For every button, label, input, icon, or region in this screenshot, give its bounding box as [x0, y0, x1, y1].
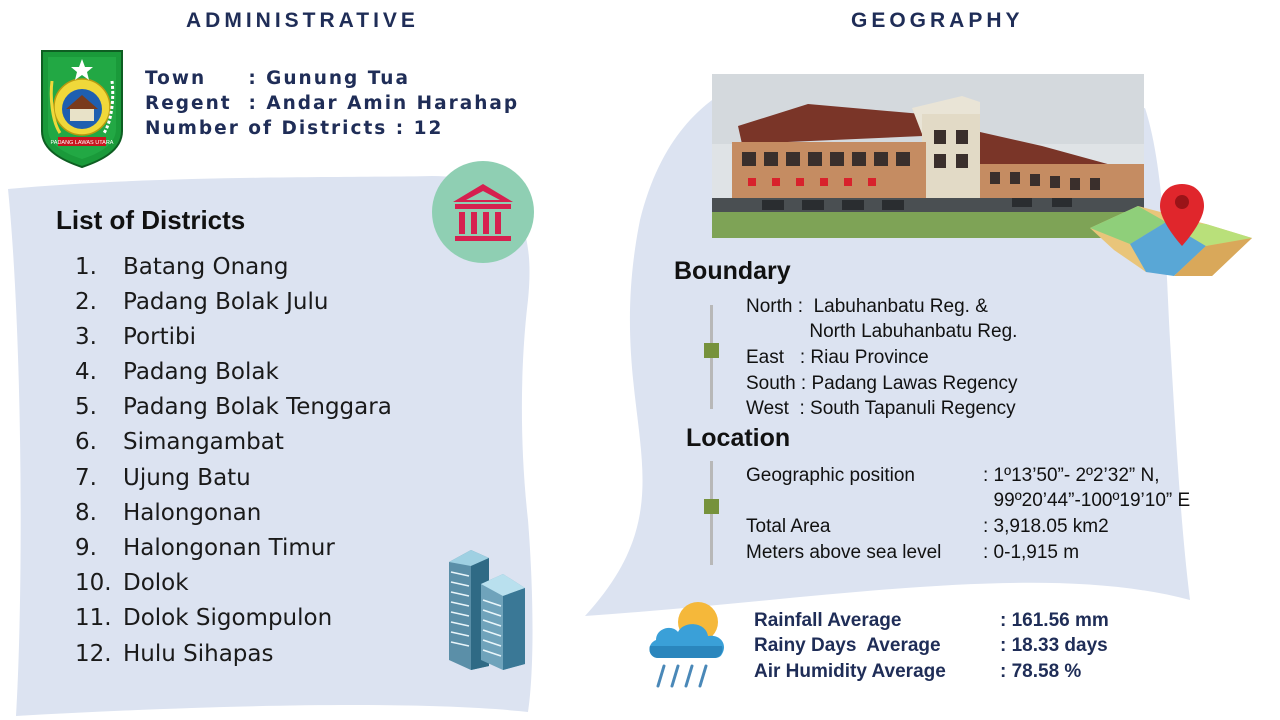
list-item: 4. Padang Bolak [75, 359, 279, 385]
location-label-position: Geographic position [746, 465, 915, 486]
list-item: 11. Dolok Sigompulon [75, 605, 333, 631]
list-item: 10. Dolok [75, 570, 189, 596]
geography-title: GEOGRAPHY [851, 9, 1024, 32]
rainfall-value: : 161.56 mm [1000, 610, 1109, 631]
list-item: 8. Halongonan [75, 500, 262, 526]
list-item: 6. Simangambat [75, 429, 284, 455]
list-item: 2. Padang Bolak Julu [75, 289, 329, 315]
list-item: 5. Padang Bolak Tenggara [75, 394, 392, 420]
boundary-north-cont: North Labuhanbatu Reg. [746, 321, 1018, 342]
administrative-title: ADMINISTRATIVE [186, 9, 419, 32]
boundary-south: South : Padang Lawas Regency [746, 373, 1018, 394]
boundary-east: East : Riau Province [746, 347, 929, 368]
bank-icon [431, 160, 535, 264]
rainfall-label: Rainfall Average [754, 610, 902, 631]
location-value-elevation: : 0-1,915 m [983, 542, 1080, 563]
boundary-timeline-marker [704, 343, 719, 358]
location-value-position-cont: 99º20’44”-100º19’10” E [983, 490, 1191, 511]
rain-cloud-sun-icon [644, 600, 734, 692]
humidity-value: : 78.58 % [1000, 661, 1082, 682]
humidity-label: Air Humidity Average [754, 661, 946, 682]
rainy-days-label: Rainy Days Average [754, 635, 941, 656]
location-heading: Location [686, 424, 791, 452]
regency-logo [38, 47, 126, 169]
regent-info: Regent : Andar Amin Harahap [145, 93, 520, 114]
list-item: 7. Ujung Batu [75, 465, 251, 491]
location-timeline-marker [704, 499, 719, 514]
list-of-districts-heading: List of Districts [56, 205, 246, 235]
districts-count-info: Number of Districts : 12 [145, 118, 444, 139]
location-label-elevation: Meters above sea level [746, 542, 942, 563]
boundary-west: West : South Tapanuli Regency [746, 398, 1016, 419]
skyscraper-icon [445, 548, 529, 672]
list-item: 3. Portibi [75, 324, 196, 350]
boundary-north: North : Labuhanbatu Reg. & [746, 296, 988, 317]
list-item: 12. Hulu Sihapas [75, 641, 274, 667]
list-item: 9. Halongonan Timur [75, 535, 335, 561]
list-item: 1. Batang Onang [75, 254, 289, 280]
boundary-heading: Boundary [674, 257, 791, 285]
rainy-days-value: : 18.33 days [1000, 635, 1108, 656]
location-value-position: : 1º13’50”- 2º2’32” N, [983, 465, 1160, 486]
office-building-photo [712, 74, 1144, 238]
location-label-area: Total Area [746, 516, 831, 537]
logo-caption: PADANG LAWAS UTARA [50, 140, 114, 146]
map-pin-icon [1086, 180, 1256, 278]
town-info: Town : Gunung Tua [145, 68, 410, 89]
location-value-area: : 3,918.05 km2 [983, 516, 1109, 537]
